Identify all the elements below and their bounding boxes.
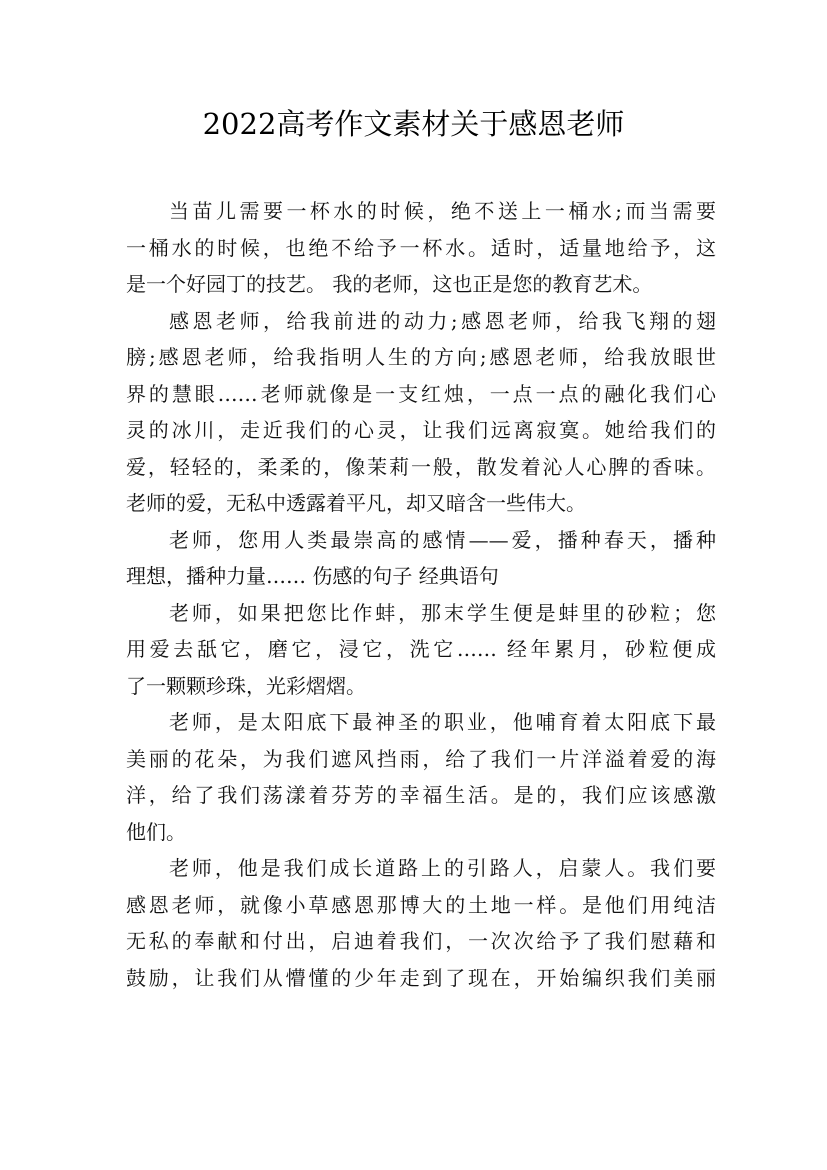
page-title: 2022高考作文素材关于感恩老师 [202, 107, 625, 141]
paragraph-6 [126, 850, 716, 996]
paragraph-line: 鼓励，让我们从懵懂的少年走到了现在，开始编织我们美丽 [126, 965, 716, 990]
paragraph-line: 美丽的花朵，为我们遮风挡雨，给了我们一片洋溢着爱的海 [126, 746, 716, 771]
paragraph-1 [126, 193, 716, 303]
paragraph-line: 老师，他是我们成长道路上的引路人，启蒙人。我们要 [169, 856, 716, 880]
paragraph-line: 感恩老师，给我前进的动力;感恩老师，给我飞翔的翅 [169, 308, 716, 333]
paragraph-line: 感恩老师，就像小草感恩那博大的土地一样。是他们用纯洁 [126, 892, 716, 917]
paragraph-5 [126, 704, 716, 850]
paragraph-3 [126, 522, 716, 595]
paragraph-line: 用爱去舐它，磨它，浸它，洗它…… 经年累月，砂粒便成 [126, 637, 716, 661]
paragraph-line: 无私的奉献和付出，启迪着我们，一次次给予了我们慰藉和 [126, 929, 716, 953]
paragraph-4 [126, 595, 716, 705]
paragraph-line: 膀;感恩老师，给我指明人生的方向;感恩老师，给我放眼世 [126, 345, 716, 369]
paragraph-line: 洋，给了我们荡漾着芬芳的幸福生活。是的，我们应该感激 [126, 783, 716, 807]
paragraph-line: 灵的冰川，走近我们的心灵，让我们远离寂寞。她给我们的 [126, 418, 716, 442]
document-body [126, 193, 716, 996]
paragraph-line: 老师的爱，无私中透露着平凡，却又暗含一些伟大。 [126, 491, 586, 515]
paragraph-line: 爱，轻轻的，柔柔的，像茉莉一般，散发着沁人心脾的香味。 [126, 454, 716, 479]
paragraph-line: 理想，播种力量…… 伤感的句子 经典语句 [126, 564, 499, 588]
paragraph-line: 老师，是太阳底下最神圣的职业，他哺育着太阳底下最 [169, 710, 716, 734]
paragraph-line: 老师，您用人类最崇高的感情——爱，播种春天，播种 [169, 527, 716, 552]
paragraph-line: 他们。 [126, 819, 186, 844]
paragraph-2 [126, 303, 716, 522]
paragraph-line: 了一颗颗珍珠，光彩熠熠。 [126, 673, 366, 698]
paragraph-line: 界的慧眼……老师就像是一支红烛，一点一点的融化我们心 [126, 381, 716, 406]
paragraph-line: 老师，如果把您比作蚌，那末学生便是蚌里的砂粒；您 [169, 600, 716, 625]
paragraph-line: 当苗儿需要一杯水的时候，绝不送上一桶水;而当需要 [169, 199, 716, 223]
paragraph-line: 一桶水的时候，也绝不给予一杯水。适时，适量地给予，这 [126, 235, 716, 260]
paragraph-line: 是一个好园丁的技艺。 我的老师，这也正是您的教育艺术。 [126, 272, 653, 296]
